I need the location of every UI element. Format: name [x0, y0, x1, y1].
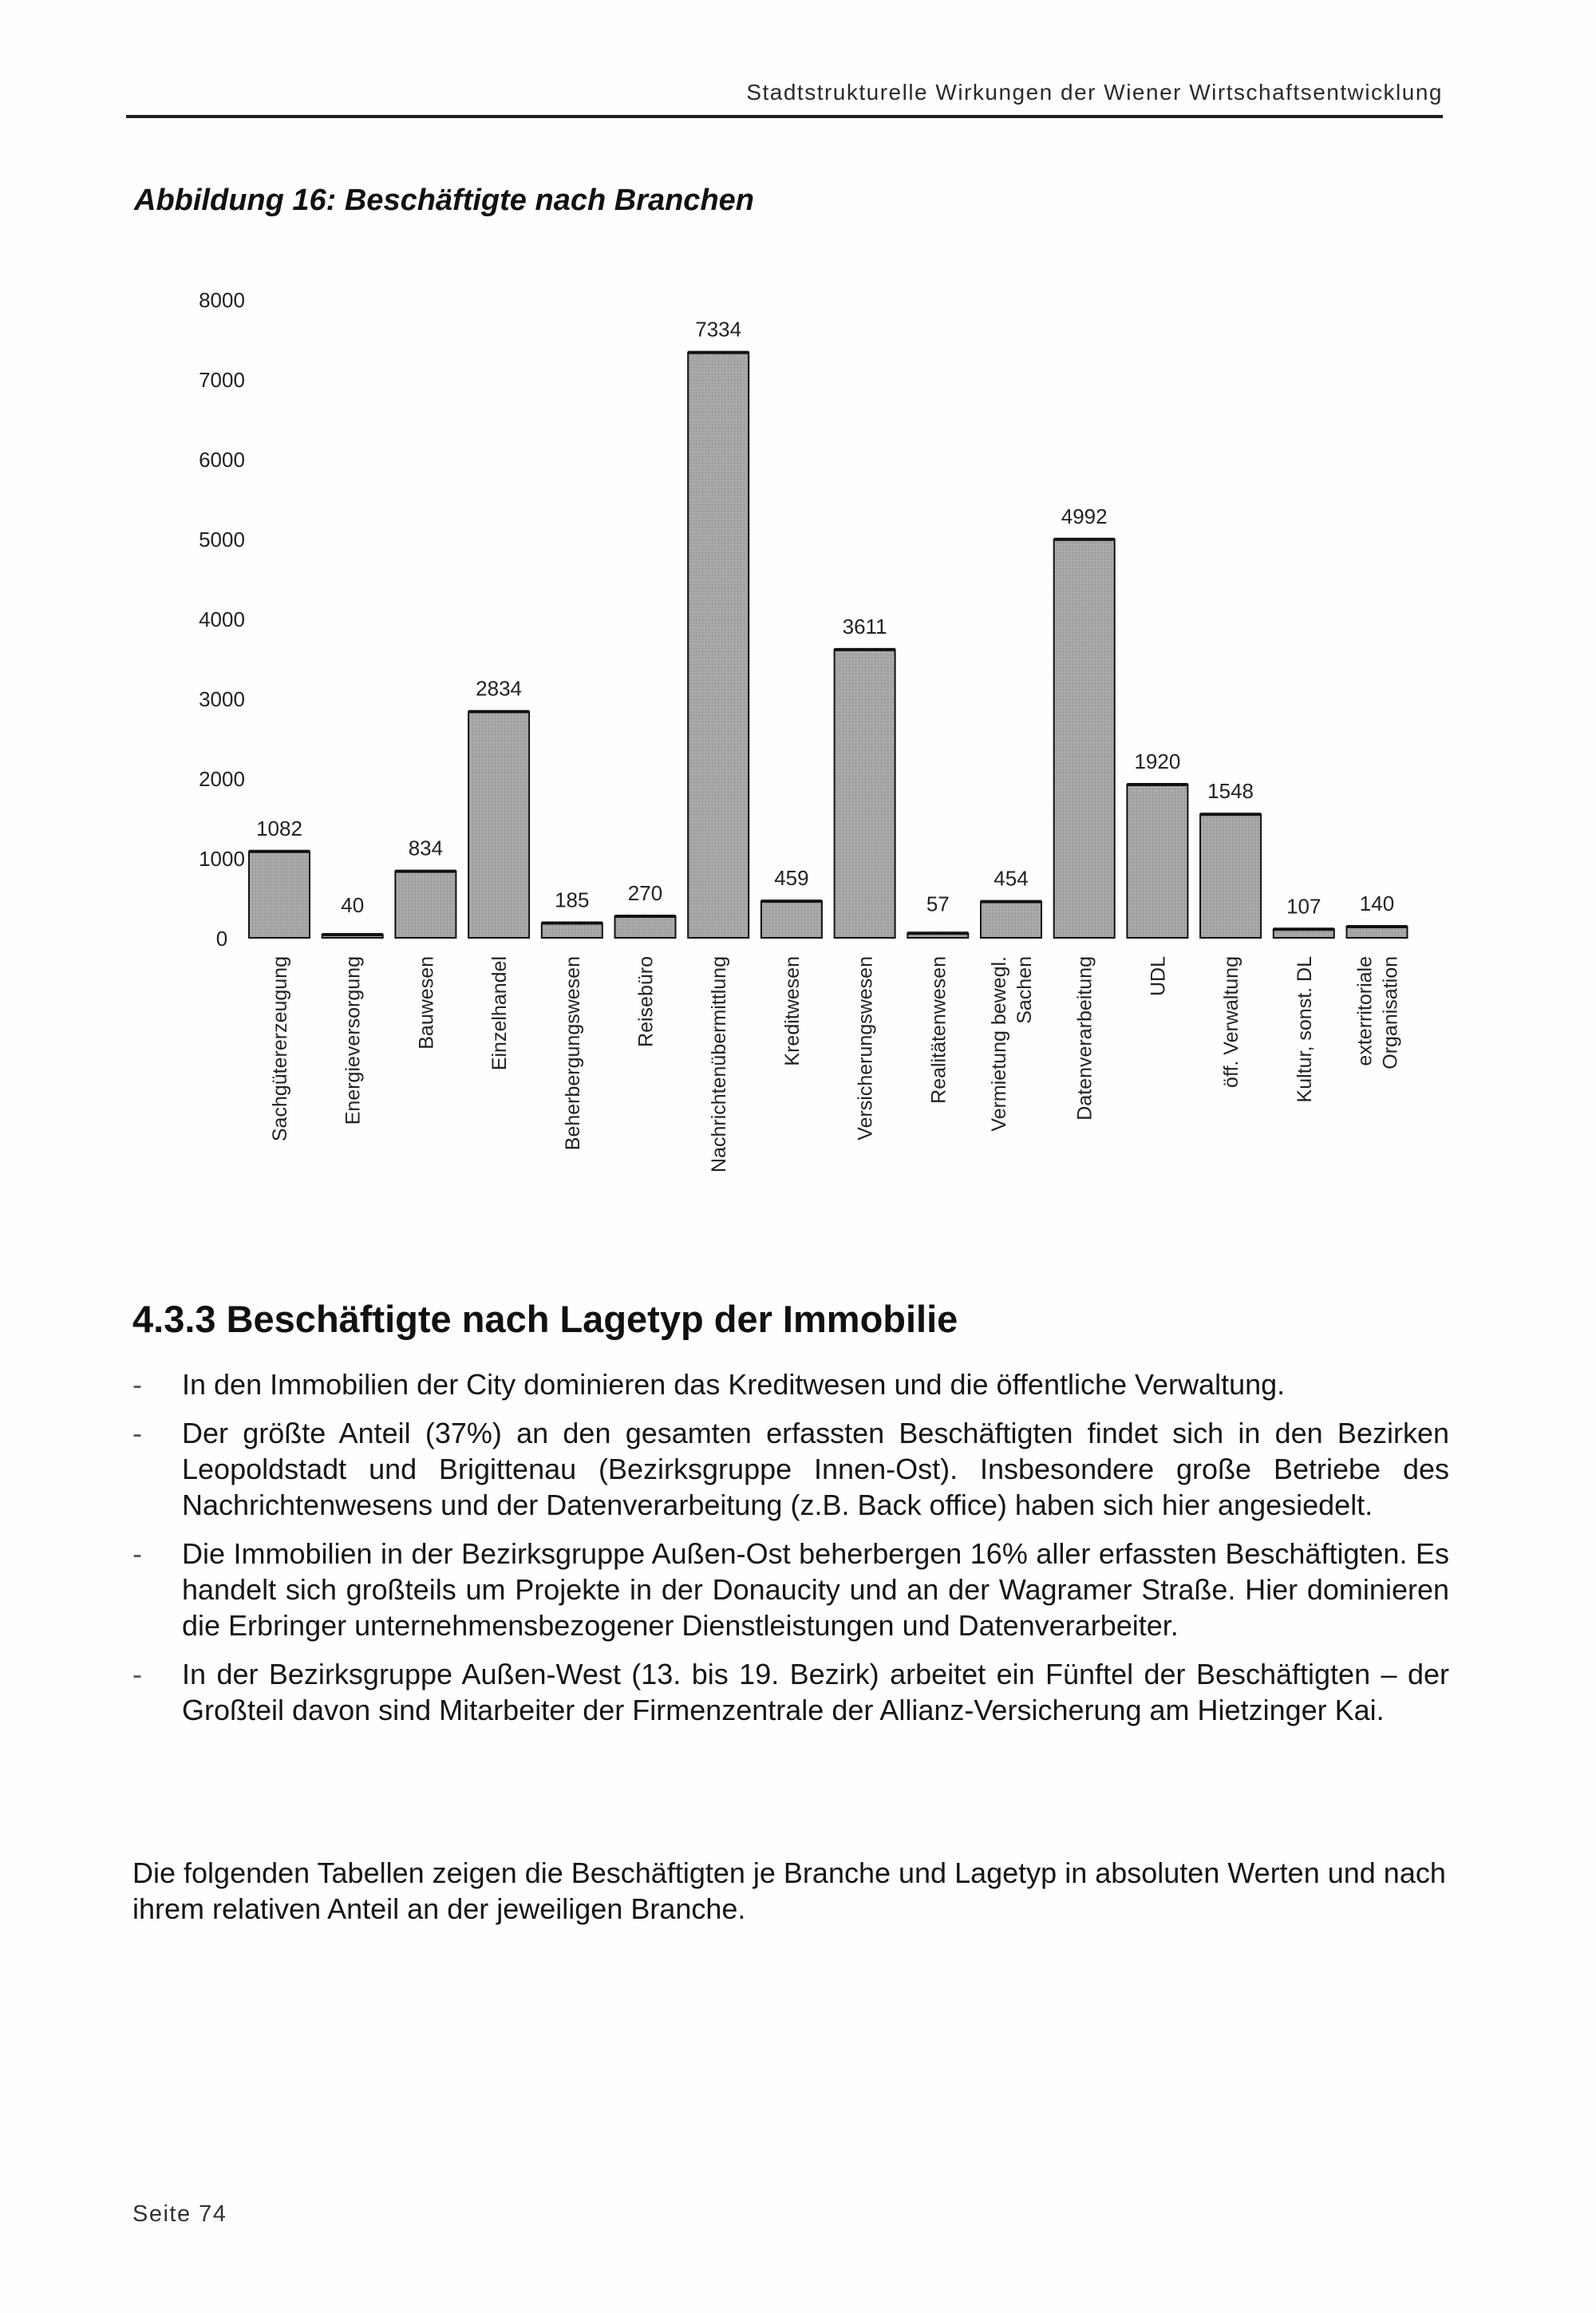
bullet-text: In den Immobilien der City dominieren das Kreditwesen und die öffentliche Verwaltung.: [182, 1368, 1286, 1401]
bullet-item: [132, 1536, 1449, 1643]
running-header: Stadtstrukturelle Wirkungen der Wiener Wirtschaftsentwicklung: [126, 80, 1443, 118]
bar: [1127, 785, 1187, 938]
y-tick-label: 4000: [199, 607, 245, 631]
category-label-line: Einzelhandel: [488, 956, 512, 1071]
category-label-line: Realitätenwesen: [927, 956, 950, 1104]
bullet-item: [132, 1656, 1449, 1728]
page-number: Seite 74: [132, 2201, 227, 2227]
y-tick-label: 1000: [199, 847, 245, 871]
category-label-line: UDL: [1147, 956, 1170, 997]
category-label-line: Organisation: [1379, 956, 1402, 1070]
category-label: [855, 956, 877, 1141]
closing-paragraph: Die folgenden Tabellen zeigen die Beschäftigten je Branche und Lagetyp in absoluten Werten und nach ihrem relativen Anteil an der jeweiligen Branche.: [132, 1856, 1446, 1925]
category-label-line: exterritoriale: [1353, 956, 1377, 1066]
category-label-line: öff. Verwaltung: [1220, 956, 1243, 1088]
bullet-marker: -: [132, 1417, 142, 1449]
data-label: 459: [774, 866, 809, 891]
data-label: 1082: [256, 816, 302, 840]
y-tick-label: 2000: [199, 767, 245, 791]
bullet-marker: -: [132, 1658, 142, 1690]
category-labels: [269, 956, 1402, 1172]
data-label: 270: [627, 881, 663, 905]
bar: [981, 902, 1041, 938]
data-label: 185: [555, 888, 590, 912]
y-axis-tick-labels: [199, 288, 245, 951]
bar: [615, 916, 676, 938]
section-heading: 4.3.3 Beschäftigte nach Lagetyp der Immobilie: [132, 1298, 958, 1340]
y-tick-label: 6000: [199, 448, 245, 472]
category-label-line: Vermietung bewegl.: [988, 956, 1010, 1132]
y-tick-label: 8000: [199, 288, 245, 312]
bullet-text: Der größte Anteil (37%) an den gesamten erfassten Beschäftigten findet sich in den Bezirken Leopoldstadt und Brigittenau (Bezirksgruppe Innen-Ost). Insbesondere große Betriebe des Nachrichtenwesens und der Datenverarbeitung (z.B. Back office) haben sich hier angesiedelt.: [182, 1417, 1449, 1521]
y-tick-label: 5000: [199, 528, 245, 552]
data-label: 7334: [695, 317, 742, 342]
category-label-line: Beherbergungswesen: [561, 956, 584, 1151]
data-label: 3611: [842, 614, 887, 639]
category-label: [988, 956, 1036, 1132]
category-label-line: Nachrichtenübermittlung: [708, 956, 731, 1172]
category-label: [269, 956, 291, 1141]
category-label: [562, 956, 584, 1150]
y-tick-label: 7000: [199, 368, 245, 392]
data-label: 454: [994, 866, 1029, 891]
bar: [761, 901, 822, 938]
category-label: [488, 956, 511, 1070]
y-tick-label: 0: [215, 927, 228, 951]
category-label-line: Sachen: [1013, 956, 1036, 1024]
category-label: [415, 956, 437, 1050]
category-label-line: Reisebüro: [634, 956, 658, 1047]
category-label-line: Sachgütererzeugung: [269, 956, 291, 1142]
y-tick-label: 3000: [199, 687, 245, 711]
category-label: [1294, 956, 1316, 1103]
category-label: [927, 956, 950, 1104]
category-label: [635, 956, 658, 1047]
data-label: 140: [1359, 892, 1395, 915]
data-label: 40: [341, 893, 365, 917]
category-label: [1074, 956, 1096, 1121]
category-label: [708, 956, 730, 1172]
data-label: 107: [1286, 894, 1321, 919]
data-label: 1920: [1134, 749, 1181, 773]
category-label: [342, 956, 365, 1125]
bullet-marker: -: [132, 1537, 142, 1570]
bar: [688, 353, 749, 938]
bullet-list: [132, 1366, 1449, 1741]
data-label: 57: [926, 892, 950, 916]
category-label-line: Kreditwesen: [780, 956, 804, 1066]
category-label: [1354, 956, 1402, 1070]
bullet-marker: -: [132, 1368, 142, 1401]
bar: [395, 872, 456, 938]
bar: [249, 852, 310, 938]
category-label-line: Bauwesen: [415, 956, 438, 1050]
category-label-line: Versicherungswesen: [854, 956, 877, 1141]
bar: [1054, 540, 1115, 938]
data-label: 834: [408, 836, 444, 860]
category-label: [1147, 956, 1169, 996]
bar: [1347, 927, 1408, 938]
category-label-line: Datenverarbeitung: [1073, 956, 1096, 1121]
figure-caption: Abbildung 16: Beschäftigte nach Branchen: [134, 184, 754, 217]
data-label: 4992: [1061, 504, 1108, 528]
data-label: 1548: [1207, 779, 1254, 804]
category-label-line: Energieversorgung: [342, 956, 365, 1125]
category-label-line: Kultur, sonst. DL: [1293, 956, 1316, 1103]
bar: [835, 650, 895, 938]
data-label: 2834: [476, 676, 523, 701]
bullet-text: Die Immobilien in der Bezirksgruppe Außen-Ost beherbergen 16% aller erfassten Beschäftigten. Es handelt sich großteils um Projekte in der Donaucity und an der Wagramer Straße. Hier dominieren die Erbringer unternehmensbezogener Dienstleistungen und Datenverarbeiter.: [182, 1537, 1449, 1642]
bar: [1200, 814, 1261, 938]
bullet-text: In der Bezirksgruppe Außen-West (13. bis 19. Bezirk) arbeitet ein Fünftel der Beschäftigten – der Großteil davon sind Mitarbeiter der Firmenzentrale der Allianz-Versicherung am Hietzinger Kai.: [182, 1658, 1449, 1726]
category-label: [1220, 956, 1242, 1088]
bar: [468, 712, 529, 938]
bullet-item: [132, 1415, 1449, 1523]
bar: [542, 923, 602, 939]
category-label: [781, 956, 804, 1066]
bullet-item: [132, 1366, 1449, 1402]
